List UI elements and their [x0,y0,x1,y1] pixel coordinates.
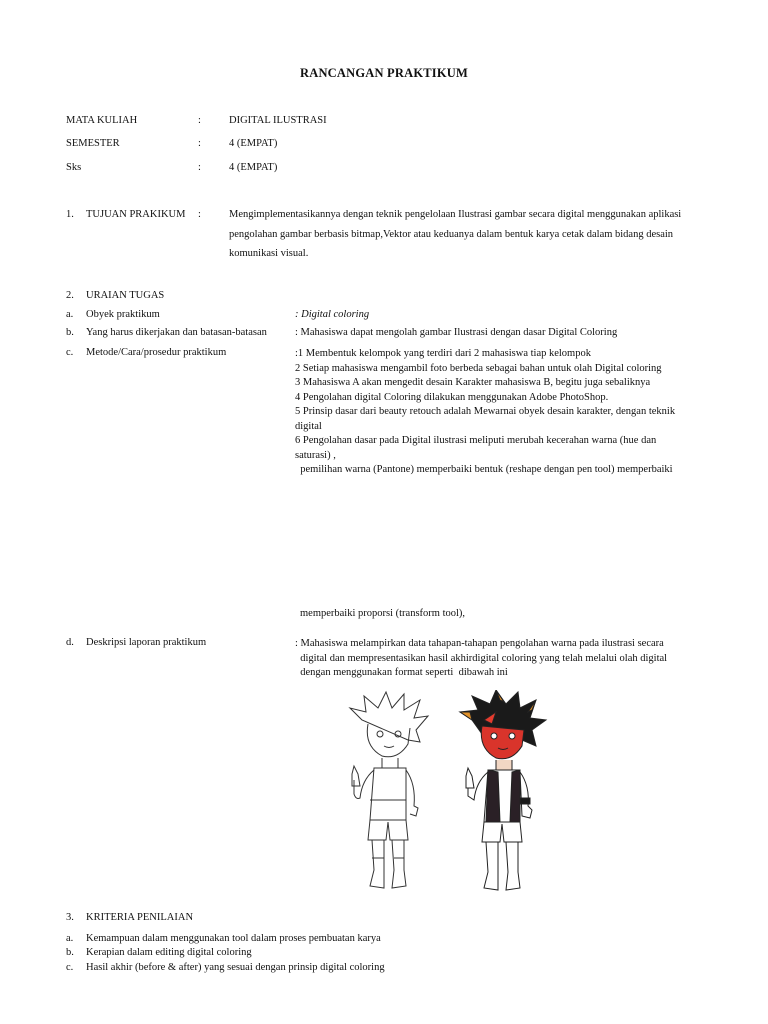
kriteria-item: Kerapian dalam editing digital coloring [86,947,252,958]
character-after-illustration [456,690,556,895]
info-value-sks: 4 (EMPAT) [229,162,278,173]
uraian-heading: URAIAN TUGAS [86,290,165,301]
metode-steps [295,347,675,478]
metode-step: digital [295,420,322,432]
info-label-mata-kuliah: MATA KULIAH [66,115,138,126]
item-letter: a. [66,309,74,320]
info-value-semester: 4 (EMPAT) [229,138,278,149]
info-label-sks: Sks [66,162,82,173]
item-letter: b. [66,947,74,958]
batasan-value: : Mahasiswa dapat mengolah gambar Ilustrasi dengan dasar Digital Coloring [295,327,618,338]
metode-step: :1 Membentuk kelompok yang terdiri dari 2 mahasiswa tiap kelompok [295,348,591,359]
tujuan-label: TUJUAN PRAKIKUM [86,209,186,220]
info-colon: : [198,138,201,149]
item-letter: a. [66,933,74,944]
kriteria-item: Hasil akhir (before & after) yang sesuai dengan prinsip digital coloring [86,962,385,973]
section-number: 1. [66,209,74,220]
metode-step: pemilihan warna (Pantone) memperbaiki bentuk (reshape dengan pen tool) memperbaiki [295,464,673,475]
item-letter: c. [66,347,74,358]
deskripsi-line: : Mahasiswa melampirkan data tahapan-tahapan pengolahan warna pada ilustrasi secara [295,638,664,649]
metode-step: 6 Pengolahan dasar pada Digital ilustrasi meliputi merubah kecerahan warna (hue dan [295,435,657,446]
section-number: 3. [66,912,74,923]
tujuan-line: Mengimplementasikannya dengan teknik pengelolaan Ilustrasi gambar secara digital menggunakan aplikasi [229,209,682,220]
metode-step: 4 Pengolahan digital Coloring dilakukan menggunakan Adobe PhotoShop. [295,391,609,403]
document-title: RANCANGAN PRAKTIKUM [299,66,469,80]
tujuan-colon: : [198,209,201,220]
obyek-value: : Digital coloring [295,309,370,320]
deskripsi-line: digital dan mempresentasikan hasil akhirdigital coloring yang telah melalui olah digital [295,652,668,664]
metode-step: 5 Prinsip dasar dari beauty retouch adalah Mewarnai obyek desain karakter, dengan teknik [295,406,676,417]
kriteria-heading: KRITERIA PENILAIAN [86,912,194,923]
obyek-label: Obyek praktikum [86,309,160,320]
info-value-mata-kuliah: DIGITAL ILUSTRASI [229,115,327,126]
metode-continuation: memperbaiki proporsi (transform tool), [300,608,466,619]
info-colon: : [198,162,201,173]
kriteria-item: Kemampuan dalam menggunakan tool dalam proses pembuatan karya [86,933,381,944]
tujuan-line: komunikasi visual. [229,248,309,259]
metode-step: 2 Setiap mahasiswa mengambil foto berbeda sebagai bahan untuk olah Digital coloring [295,362,662,374]
item-letter: d. [66,637,74,648]
tujuan-line: pengolahan gambar berbasis bitmap,Vektor atau keduanya dalam bentuk karya cetak dalam bidang desain [229,228,674,240]
metode-label: Metode/Cara/prosedur praktikum [86,347,227,358]
info-label-semester: SEMESTER [66,138,120,149]
deskripsi-label: Deskripsi laporan praktikum [86,637,207,648]
item-letter: c. [66,962,74,973]
metode-step: saturasi) , [295,449,336,461]
item-letter: b. [66,327,74,338]
section-number: 2. [66,290,74,301]
metode-step: 3 Mahasiswa A akan mengedit desain Karakter mahasiswa B, begitu juga sebaliknya [295,377,651,388]
batasan-label: Yang harus dikerjakan dan batasan-batasan [86,327,267,338]
deskripsi-line: dengan menggunakan format seperti dibawah ini [295,667,508,678]
deskripsi-text [295,637,667,681]
info-colon: : [198,115,201,126]
tujuan-text [229,205,681,264]
character-before-illustration [342,690,442,895]
